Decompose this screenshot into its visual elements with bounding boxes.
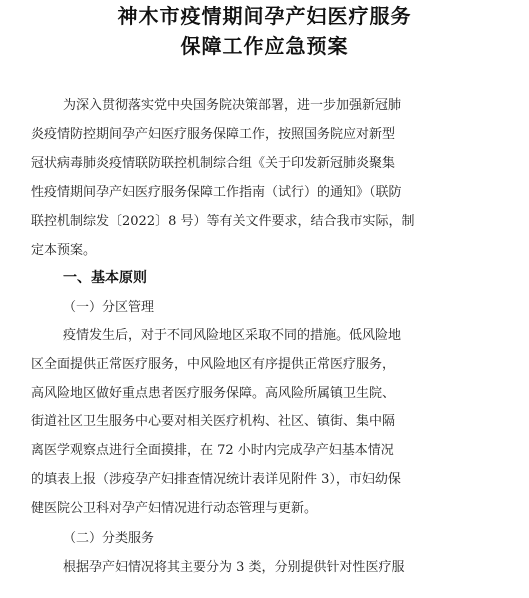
- zone-management-line-2: 区全面提供正常医疗服务，中风险地区有序提供正常医疗服务，: [31, 357, 396, 372]
- intro-line-6: 定本预案。: [31, 243, 97, 258]
- intro-line-5: 联控机制综发〔2022〕8 号）等有关文件要求，结合我市实际，制: [31, 214, 415, 229]
- intro-line-2: 炎疫情防控期间孕产妇医疗服务保障工作，按照国务院应对新型: [31, 127, 396, 142]
- zone-management-line-3: 高风险地区做好重点患者医疗服务保障。高风险所属镇卫生院、: [31, 386, 396, 401]
- zone-management-line-6: 的填表上报（涉疫孕产妇排查情况统计表详见附件 3），市妇幼保: [31, 472, 401, 487]
- zone-management-line-1: 疫情发生后，对于不同风险地区采取不同的措施。低风险地: [63, 328, 402, 343]
- zone-management-line-4: 街道社区卫生服务中心要对相关医疗机构、社区、镇街、集中隔: [31, 414, 396, 429]
- document-title-line-1: 神木市疫情期间孕产妇医疗服务: [117, 4, 412, 28]
- intro-line-3: 冠状病毒肺炎疫情联防联控机制综合组《关于印发新冠肺炎聚集: [31, 156, 396, 171]
- intro-line-4: 性疫情期间孕产妇医疗服务保障工作指南（试行）的通知》（联防: [31, 185, 402, 200]
- subsection-heading-zone-management: （一）分区管理: [63, 300, 155, 315]
- intro-line-1: 为深入贯彻落实党中央国务院决策部署，进一步加强新冠肺: [63, 98, 402, 113]
- zone-management-line-5: 离医学观察点进行全面摸排，在 72 小时内完成孕产妇基本情况: [31, 443, 394, 458]
- subsection-heading-category-service: （二）分类服务: [63, 531, 155, 546]
- category-service-line-1: 根据孕产妇情况将其主要分为 3 类，分别提供针对性医疗服: [63, 560, 405, 575]
- document-title-line-2: 保障工作应急预案: [180, 34, 349, 58]
- zone-management-line-7: 健医院公卫科对孕产妇情况进行动态管理与更新。: [31, 501, 318, 516]
- section-heading-basic-principles: 一、基本原则: [63, 270, 147, 286]
